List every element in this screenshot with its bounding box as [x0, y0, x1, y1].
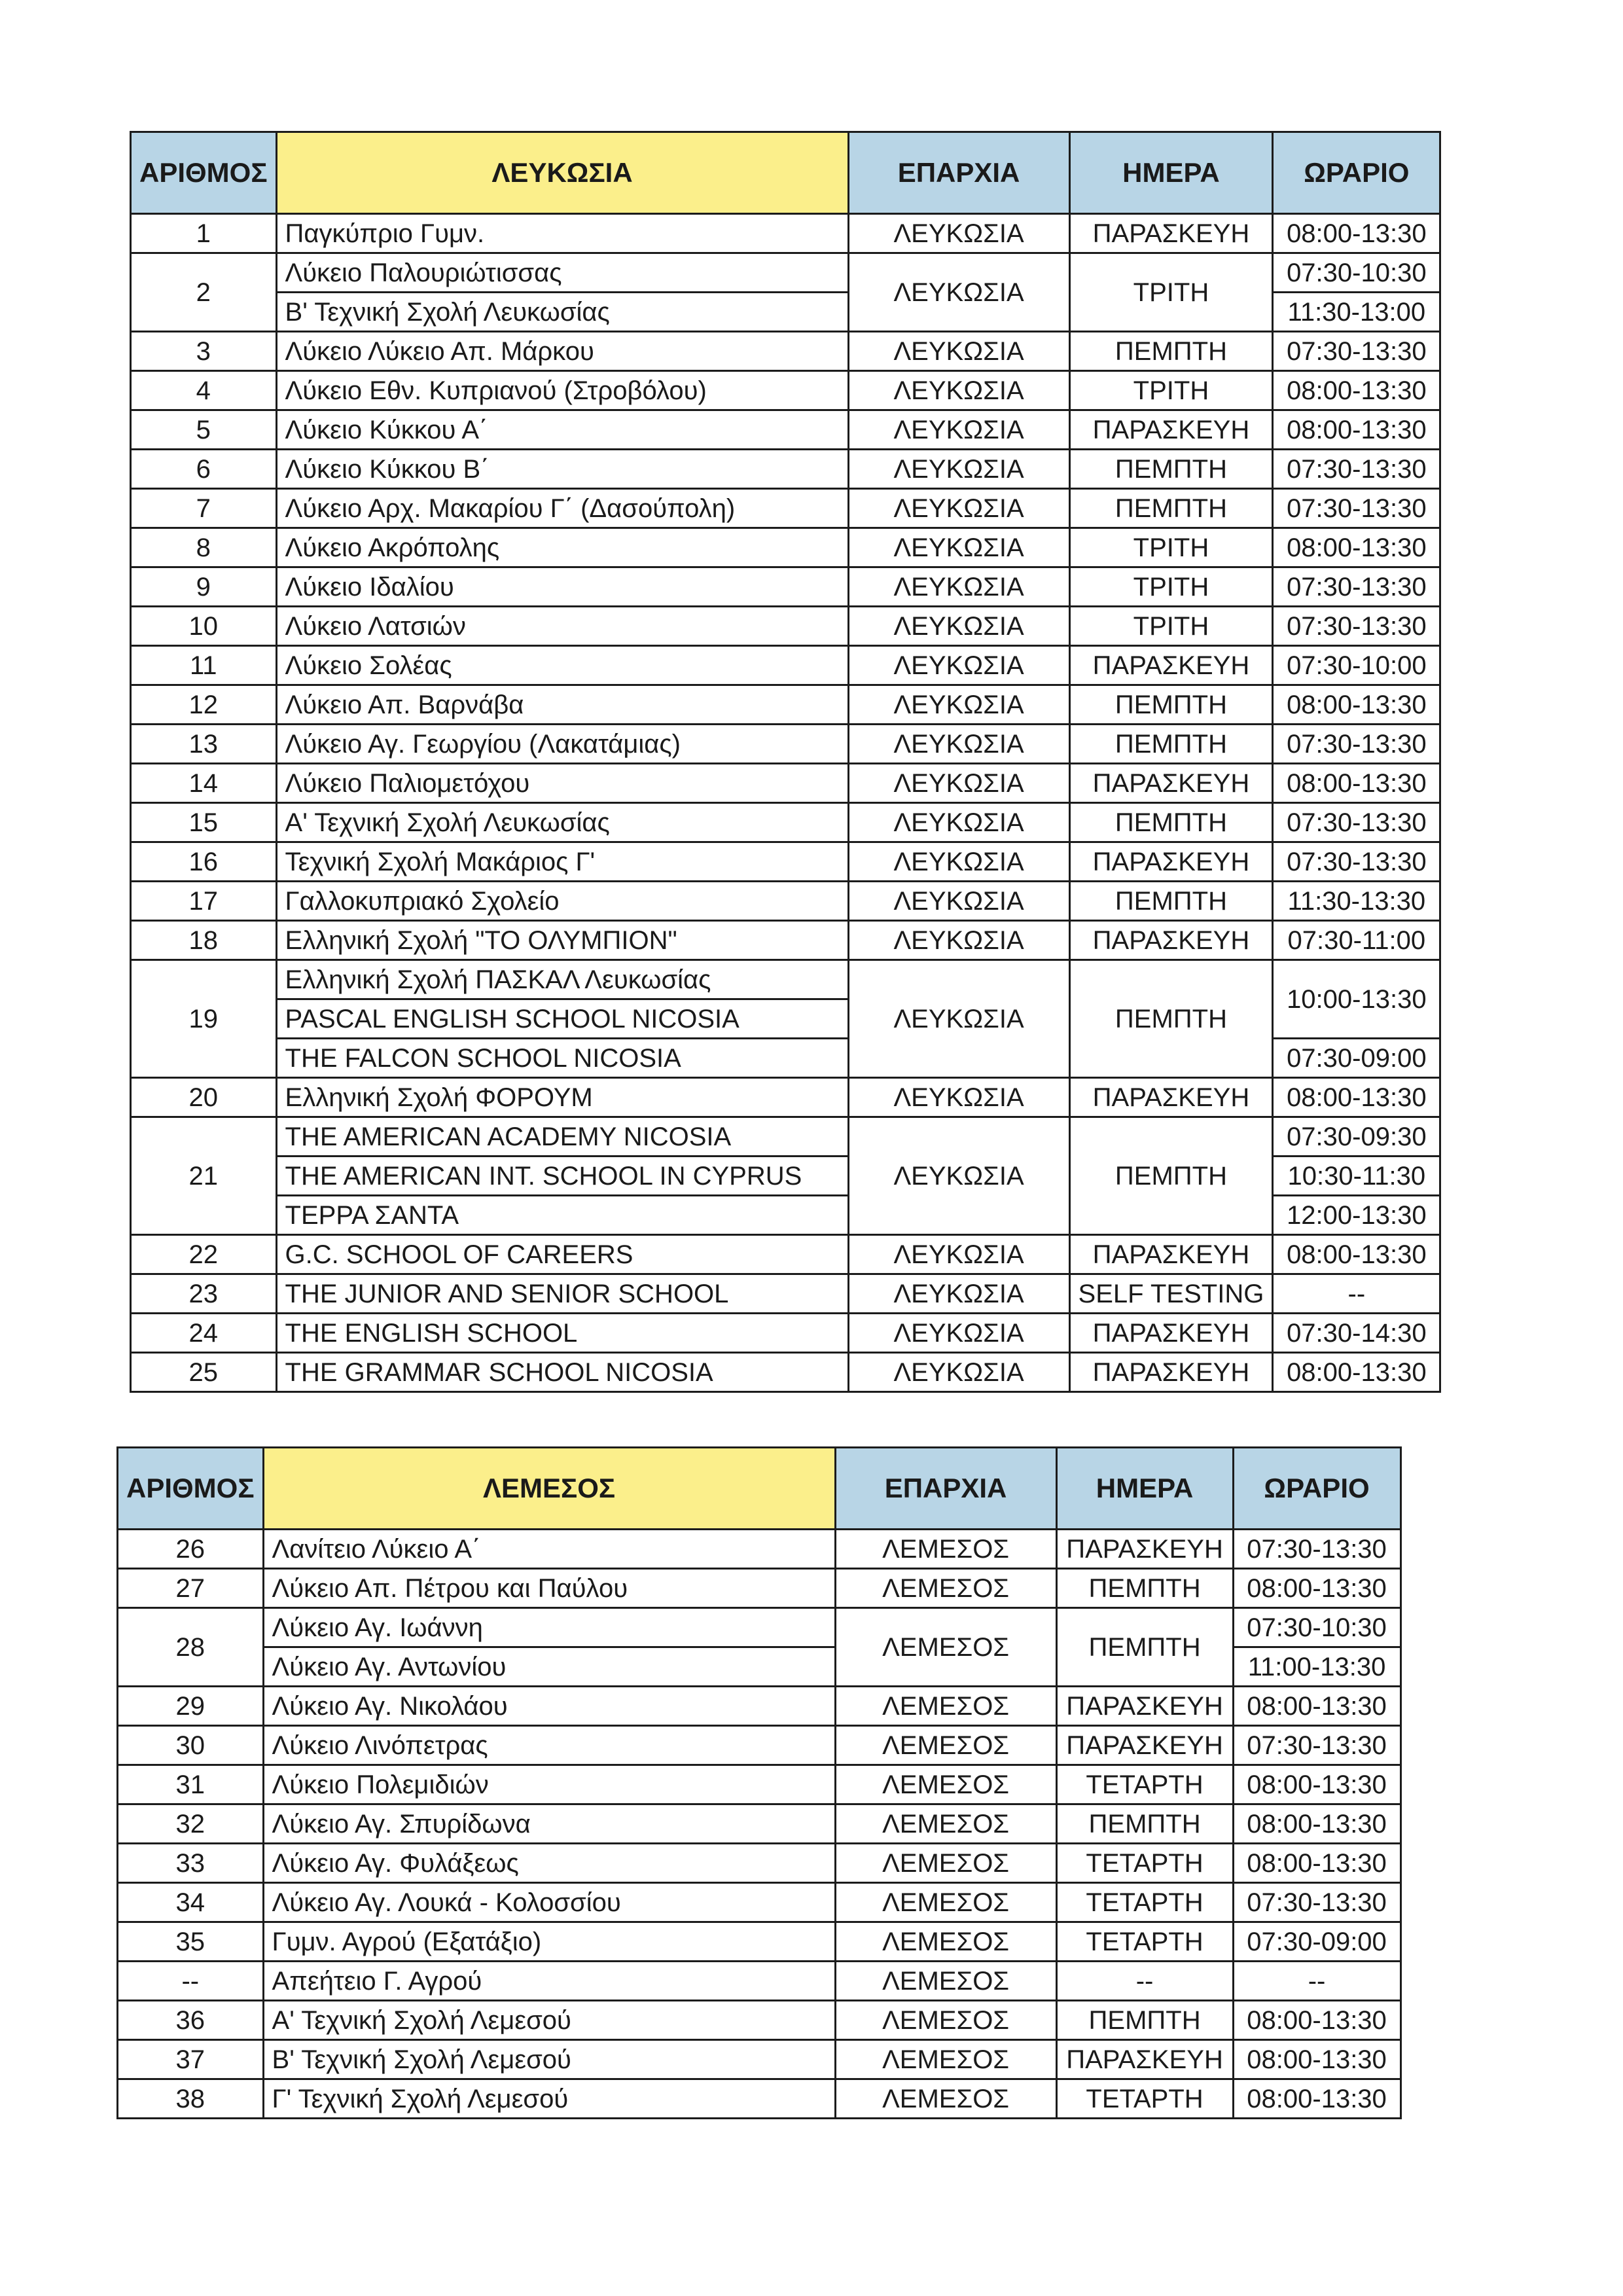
- day-cell: ΠΕΜΠΤΗ: [1069, 803, 1273, 842]
- district-cell: ΛΕΥΚΩΣΙΑ: [848, 528, 1069, 567]
- school-name: Παγκύπριο Γυμν.: [276, 214, 848, 253]
- hours-cell: 11:30-13:30: [1273, 882, 1440, 921]
- row-number: 7: [131, 489, 277, 528]
- day-cell: ΠΑΡΑΣΚΕΥΗ: [1069, 1235, 1273, 1274]
- hours-cell: 08:00-13:30: [1273, 528, 1440, 567]
- school-name: THE GRAMMAR SCHOOL NICOSIA: [276, 1353, 848, 1392]
- hours-cell: 10:00-13:30: [1273, 960, 1440, 1039]
- school-name: Γυμν. Αγρού (Εξατάξιο): [263, 1922, 835, 1962]
- school-name: THE AMERICAN ACADEMY NICOSIA: [276, 1117, 848, 1157]
- hours-cell: 08:00-13:30: [1273, 214, 1440, 253]
- row-number: 18: [131, 921, 277, 960]
- row-number: --: [118, 1962, 264, 2001]
- day-cell: ΤΕΤΑΡΤΗ: [1056, 1844, 1233, 1883]
- table-row: [118, 1687, 1401, 1726]
- table-row: [131, 1117, 1440, 1157]
- hours-cell: --: [1233, 1962, 1400, 2001]
- district-cell: ΛΕΥΚΩΣΙΑ: [848, 882, 1069, 921]
- district-cell: ΛΕΜΕΣΟΣ: [835, 1844, 1056, 1883]
- district-cell: ΛΕΥΚΩΣΙΑ: [848, 214, 1069, 253]
- row-number: 30: [118, 1726, 264, 1765]
- hours-cell: 08:00-13:30: [1233, 1844, 1400, 1883]
- day-cell: ΠΕΜΠΤΗ: [1056, 1608, 1233, 1687]
- hours-cell: 07:30-13:30: [1273, 450, 1440, 489]
- school-name: THE ENGLISH SCHOOL: [276, 1314, 848, 1353]
- row-number: 11: [131, 646, 277, 685]
- row-number: 1: [131, 214, 277, 253]
- day-cell: SELF TESTING: [1069, 1274, 1273, 1314]
- nicosia-rows: [131, 214, 1440, 1392]
- school-name: Λύκειο Απ. Βαρνάβα: [276, 685, 848, 725]
- row-number: 16: [131, 842, 277, 882]
- hours-cell: 12:00-13:30: [1273, 1196, 1440, 1235]
- day-cell: ΤΕΤΑΡΤΗ: [1056, 1765, 1233, 1804]
- row-number: 26: [118, 1530, 264, 1569]
- hours-cell: 07:30-10:30: [1233, 1608, 1400, 1647]
- row-number: 3: [131, 332, 277, 371]
- row-number: 27: [118, 1569, 264, 1608]
- row-number: 23: [131, 1274, 277, 1314]
- district-cell: ΛΕΥΚΩΣΙΑ: [848, 450, 1069, 489]
- header-region: ΛΕΥΚΩΣΙΑ: [276, 132, 848, 214]
- district-cell: ΛΕΜΕΣΟΣ: [835, 1765, 1056, 1804]
- table-row: [118, 1883, 1401, 1922]
- district-cell: ΛΕΥΚΩΣΙΑ: [848, 646, 1069, 685]
- school-name: Τεχνική Σχολή Μακάριος Γ': [276, 842, 848, 882]
- table-row: [131, 1353, 1440, 1392]
- day-cell: ΠΑΡΑΣΚΕΥΗ: [1069, 214, 1273, 253]
- hours-cell: 07:30-11:00: [1273, 921, 1440, 960]
- hours-cell: 07:30-13:30: [1273, 842, 1440, 882]
- school-name: Λύκειο Παλιομετόχου: [276, 764, 848, 803]
- table-row: [118, 1569, 1401, 1608]
- school-name: Λύκειο Παλουριώτισσας: [276, 253, 848, 293]
- hours-cell: 11:30-13:00: [1273, 293, 1440, 332]
- header-row: [118, 1448, 1401, 1530]
- table-row: [131, 332, 1440, 371]
- table-row: [131, 253, 1440, 293]
- school-name: THE FALCON SCHOOL NICOSIA: [276, 1039, 848, 1078]
- row-number: 17: [131, 882, 277, 921]
- row-number: 34: [118, 1883, 264, 1922]
- school-name: THE JUNIOR AND SENIOR SCHOOL: [276, 1274, 848, 1314]
- table-row: [118, 1962, 1401, 2001]
- hours-cell: 07:30-10:00: [1273, 646, 1440, 685]
- hours-cell: 08:00-13:30: [1273, 685, 1440, 725]
- row-number: 6: [131, 450, 277, 489]
- header-number: ΑΡΙΘΜΟΣ: [118, 1448, 264, 1530]
- hours-cell: 07:30-13:30: [1273, 803, 1440, 842]
- district-cell: ΛΕΜΕΣΟΣ: [835, 1569, 1056, 1608]
- day-cell: ΠΑΡΑΣΚΕΥΗ: [1069, 764, 1273, 803]
- table-row: [131, 646, 1440, 685]
- table-row: [131, 1314, 1440, 1353]
- day-cell: ΠΕΜΠΤΗ: [1069, 450, 1273, 489]
- district-cell: ΛΕΥΚΩΣΙΑ: [848, 725, 1069, 764]
- school-name: Λύκειο Απ. Πέτρου και Παύλου: [263, 1569, 835, 1608]
- hours-cell: 08:00-13:30: [1233, 2001, 1400, 2040]
- day-cell: ΤΡΙΤΗ: [1069, 253, 1273, 332]
- table-row: [118, 2079, 1401, 2119]
- hours-cell: 08:00-13:30: [1233, 1687, 1400, 1726]
- school-name: PASCAL ENGLISH SCHOOL NICOSIA: [276, 999, 848, 1039]
- row-number: 21: [131, 1117, 277, 1235]
- table-row: [118, 1804, 1401, 1844]
- table-row: [118, 2001, 1401, 2040]
- school-name: Λύκειο Αγ. Νικολάου: [263, 1687, 835, 1726]
- day-cell: ΠΑΡΑΣΚΕΥΗ: [1069, 1353, 1273, 1392]
- school-name: G.C. SCHOOL OF CAREERS: [276, 1235, 848, 1274]
- district-cell: ΛΕΜΕΣΟΣ: [835, 2040, 1056, 2079]
- table-row: [118, 1530, 1401, 1569]
- district-cell: ΛΕΥΚΩΣΙΑ: [848, 332, 1069, 371]
- school-name: Λύκειο Ακρόπολης: [276, 528, 848, 567]
- school-name: Γ' Τεχνική Σχολή Λεμεσού: [263, 2079, 835, 2119]
- school-name: Α' Τεχνική Σχολή Λευκωσίας: [276, 803, 848, 842]
- school-name: Λύκειο Αγ. Αντωνίου: [263, 1647, 835, 1687]
- day-cell: ΤΡΙΤΗ: [1069, 607, 1273, 646]
- day-cell: ΠΑΡΑΣΚΕΥΗ: [1069, 1078, 1273, 1117]
- district-cell: ΛΕΥΚΩΣΙΑ: [848, 803, 1069, 842]
- row-number: 33: [118, 1844, 264, 1883]
- hours-cell: 07:30-13:30: [1273, 607, 1440, 646]
- day-cell: ΠΑΡΑΣΚΕΥΗ: [1069, 646, 1273, 685]
- hours-cell: 07:30-13:30: [1273, 567, 1440, 607]
- header-day: ΗΜΕΡΑ: [1056, 1448, 1233, 1530]
- row-number: 14: [131, 764, 277, 803]
- header-number: ΑΡΙΘΜΟΣ: [131, 132, 277, 214]
- district-cell: ΛΕΜΕΣΟΣ: [835, 1883, 1056, 1922]
- table-row: [131, 410, 1440, 450]
- district-cell: ΛΕΥΚΩΣΙΑ: [848, 764, 1069, 803]
- district-cell: ΛΕΜΕΣΟΣ: [835, 1922, 1056, 1962]
- row-number: 15: [131, 803, 277, 842]
- day-cell: --: [1056, 1962, 1233, 2001]
- row-number: 24: [131, 1314, 277, 1353]
- day-cell: ΤΕΤΑΡΤΗ: [1056, 2079, 1233, 2119]
- row-number: 12: [131, 685, 277, 725]
- table-row: [131, 567, 1440, 607]
- district-cell: ΛΕΥΚΩΣΙΑ: [848, 1078, 1069, 1117]
- hours-cell: 08:00-13:30: [1273, 410, 1440, 450]
- district-cell: ΛΕΥΚΩΣΙΑ: [848, 842, 1069, 882]
- table-row: [131, 764, 1440, 803]
- hours-cell: 08:00-13:30: [1273, 371, 1440, 410]
- limassol-schedule-table: [116, 1446, 1402, 2119]
- table-row: [118, 1608, 1401, 1647]
- table-row: [131, 960, 1440, 999]
- day-cell: ΠΕΜΠΤΗ: [1056, 1804, 1233, 1844]
- school-name: Ελληνική Σχολή "ΤΟ ΟΛΥΜΠΙΟΝ": [276, 921, 848, 960]
- table-row: [131, 214, 1440, 253]
- day-cell: ΠΕΜΠΤΗ: [1069, 882, 1273, 921]
- row-number: 35: [118, 1922, 264, 1962]
- table-row: [118, 1726, 1401, 1765]
- school-name: Ελληνική Σχολή ΠΑΣΚΑΛ Λευκωσίας: [276, 960, 848, 999]
- row-number: 37: [118, 2040, 264, 2079]
- school-name: Α' Τεχνική Σχολή Λεμεσού: [263, 2001, 835, 2040]
- row-number: 28: [118, 1608, 264, 1687]
- hours-cell: 11:00-13:30: [1233, 1647, 1400, 1687]
- school-name: Λύκειο Αρχ. Μακαρίου Γ΄ (Δασούπολη): [276, 489, 848, 528]
- day-cell: ΠΕΜΠΤΗ: [1069, 1117, 1273, 1235]
- district-cell: ΛΕΜΕΣΟΣ: [835, 2001, 1056, 2040]
- school-name: Απεήτειο Γ. Αγρού: [263, 1962, 835, 2001]
- hours-cell: 08:00-13:30: [1273, 1235, 1440, 1274]
- header-row: [131, 132, 1440, 214]
- row-number: 38: [118, 2079, 264, 2119]
- district-cell: ΛΕΜΕΣΟΣ: [835, 2079, 1056, 2119]
- district-cell: ΛΕΥΚΩΣΙΑ: [848, 253, 1069, 332]
- day-cell: ΠΑΡΑΣΚΕΥΗ: [1069, 410, 1273, 450]
- school-name: Λύκειο Λινόπετρας: [263, 1726, 835, 1765]
- school-name: ΤΕΡΡΑ ΣΑΝΤΑ: [276, 1196, 848, 1235]
- row-number: 31: [118, 1765, 264, 1804]
- school-name: Λύκειο Αγ. Σπυρίδωνα: [263, 1804, 835, 1844]
- district-cell: ΛΕΥΚΩΣΙΑ: [848, 921, 1069, 960]
- district-cell: ΛΕΥΚΩΣΙΑ: [848, 371, 1069, 410]
- hours-cell: 07:30-13:30: [1273, 332, 1440, 371]
- district-cell: ΛΕΥΚΩΣΙΑ: [848, 567, 1069, 607]
- school-name: THE AMERICAN INT. SCHOOL IN CYPRUS: [276, 1157, 848, 1196]
- district-cell: ΛΕΥΚΩΣΙΑ: [848, 1117, 1069, 1235]
- day-cell: ΤΕΤΑΡΤΗ: [1056, 1922, 1233, 1962]
- hours-cell: 08:00-13:30: [1233, 2040, 1400, 2079]
- school-name: Ελληνική Σχολή ΦΟΡΟΥΜ: [276, 1078, 848, 1117]
- hours-cell: 07:30-13:30: [1233, 1883, 1400, 1922]
- district-cell: ΛΕΥΚΩΣΙΑ: [848, 489, 1069, 528]
- row-number: 20: [131, 1078, 277, 1117]
- hours-cell: 07:30-09:00: [1233, 1922, 1400, 1962]
- day-cell: ΠΑΡΑΣΚΕΥΗ: [1069, 1314, 1273, 1353]
- day-cell: ΤΡΙΤΗ: [1069, 371, 1273, 410]
- hours-cell: 08:00-13:30: [1233, 1569, 1400, 1608]
- table-row: [131, 607, 1440, 646]
- hours-cell: 10:30-11:30: [1273, 1157, 1440, 1196]
- row-number: 36: [118, 2001, 264, 2040]
- day-cell: ΤΡΙΤΗ: [1069, 528, 1273, 567]
- school-name: Λύκειο Λύκειο Απ. Μάρκου: [276, 332, 848, 371]
- hours-cell: 07:30-09:30: [1273, 1117, 1440, 1157]
- day-cell: ΠΑΡΑΣΚΕΥΗ: [1069, 842, 1273, 882]
- district-cell: ΛΕΥΚΩΣΙΑ: [848, 685, 1069, 725]
- district-cell: ΛΕΜΕΣΟΣ: [835, 1726, 1056, 1765]
- table-row: [131, 921, 1440, 960]
- hours-cell: 07:30-13:30: [1233, 1530, 1400, 1569]
- school-name: Λύκειο Αγ. Φυλάξεως: [263, 1844, 835, 1883]
- row-number: 22: [131, 1235, 277, 1274]
- table-row: [131, 371, 1440, 410]
- day-cell: ΠΕΜΠΤΗ: [1069, 685, 1273, 725]
- table-row: [131, 1235, 1440, 1274]
- row-number: 29: [118, 1687, 264, 1726]
- district-cell: ΛΕΥΚΩΣΙΑ: [848, 410, 1069, 450]
- table-row: [118, 1765, 1401, 1804]
- district-cell: ΛΕΜΕΣΟΣ: [835, 1608, 1056, 1687]
- table-row: [131, 725, 1440, 764]
- table-row: [118, 2040, 1401, 2079]
- day-cell: ΠΑΡΑΣΚΕΥΗ: [1069, 921, 1273, 960]
- district-cell: ΛΕΥΚΩΣΙΑ: [848, 1353, 1069, 1392]
- day-cell: ΠΕΜΠΤΗ: [1069, 489, 1273, 528]
- hours-cell: --: [1273, 1274, 1440, 1314]
- district-cell: ΛΕΥΚΩΣΙΑ: [848, 1314, 1069, 1353]
- school-name: Λύκειο Αγ. Γεωργίου (Λακατάμιας): [276, 725, 848, 764]
- district-cell: ΛΕΜΕΣΟΣ: [835, 1962, 1056, 2001]
- hours-cell: 08:00-13:30: [1233, 1804, 1400, 1844]
- table-row: [131, 882, 1440, 921]
- table-row: [131, 803, 1440, 842]
- school-name: Λύκειο Κύκκου Β΄: [276, 450, 848, 489]
- nicosia-schedule-table: [130, 131, 1441, 1393]
- row-number: 13: [131, 725, 277, 764]
- day-cell: ΠΑΡΑΣΚΕΥΗ: [1056, 1726, 1233, 1765]
- header-district: ΕΠΑΡΧΙΑ: [835, 1448, 1056, 1530]
- hours-cell: 07:30-09:00: [1273, 1039, 1440, 1078]
- school-name: Λύκειο Κύκκου Α΄: [276, 410, 848, 450]
- hours-cell: 08:00-13:30: [1273, 764, 1440, 803]
- header-district: ΕΠΑΡΧΙΑ: [848, 132, 1069, 214]
- hours-cell: 08:00-13:30: [1273, 1353, 1440, 1392]
- table-row: [131, 685, 1440, 725]
- school-name: Λύκειο Λατσιών: [276, 607, 848, 646]
- row-number: 2: [131, 253, 277, 332]
- day-cell: ΠΑΡΑΣΚΕΥΗ: [1056, 1530, 1233, 1569]
- row-number: 9: [131, 567, 277, 607]
- day-cell: ΠΑΡΑΣΚΕΥΗ: [1056, 2040, 1233, 2079]
- hours-cell: 07:30-14:30: [1273, 1314, 1440, 1353]
- day-cell: ΠΕΜΠΤΗ: [1069, 725, 1273, 764]
- row-number: 32: [118, 1804, 264, 1844]
- header-hours: ΩΡΑΡΙΟ: [1233, 1448, 1400, 1530]
- day-cell: ΠΕΜΠΤΗ: [1056, 1569, 1233, 1608]
- header-hours: ΩΡΑΡΙΟ: [1273, 132, 1440, 214]
- row-number: 4: [131, 371, 277, 410]
- district-cell: ΛΕΜΕΣΟΣ: [835, 1687, 1056, 1726]
- table-row: [118, 1922, 1401, 1962]
- day-cell: ΠΕΜΠΤΗ: [1069, 332, 1273, 371]
- day-cell: ΠΕΜΠΤΗ: [1069, 960, 1273, 1078]
- day-cell: ΤΡΙΤΗ: [1069, 567, 1273, 607]
- school-name: Γαλλοκυπριακό Σχολείο: [276, 882, 848, 921]
- limassol-rows: [118, 1530, 1401, 2119]
- hours-cell: 08:00-13:30: [1273, 1078, 1440, 1117]
- day-cell: ΠΑΡΑΣΚΕΥΗ: [1056, 1687, 1233, 1726]
- header-region: ΛΕΜΕΣΟΣ: [263, 1448, 835, 1530]
- school-name: Λύκειο Ιδαλίου: [276, 567, 848, 607]
- table-row: [131, 528, 1440, 567]
- school-name: Λανίτειο Λύκειο Α΄: [263, 1530, 835, 1569]
- district-cell: ΛΕΜΕΣΟΣ: [835, 1530, 1056, 1569]
- table-row: [131, 842, 1440, 882]
- day-cell: ΤΕΤΑΡΤΗ: [1056, 1883, 1233, 1922]
- hours-cell: 07:30-13:30: [1233, 1726, 1400, 1765]
- table-row: [131, 489, 1440, 528]
- school-name: Λύκειο Αγ. Λουκά - Κολοσσίου: [263, 1883, 835, 1922]
- row-number: 8: [131, 528, 277, 567]
- hours-cell: 07:30-13:30: [1273, 489, 1440, 528]
- row-number: 19: [131, 960, 277, 1078]
- school-name: Β' Τεχνική Σχολή Λεμεσού: [263, 2040, 835, 2079]
- hours-cell: 08:00-13:30: [1233, 1765, 1400, 1804]
- table-row: [131, 1274, 1440, 1314]
- table-row: [131, 1078, 1440, 1117]
- district-cell: ΛΕΥΚΩΣΙΑ: [848, 960, 1069, 1078]
- school-name: Λύκειο Πολεμιδιών: [263, 1765, 835, 1804]
- district-cell: ΛΕΥΚΩΣΙΑ: [848, 1274, 1069, 1314]
- table-row: [131, 450, 1440, 489]
- row-number: 10: [131, 607, 277, 646]
- row-number: 25: [131, 1353, 277, 1392]
- district-cell: ΛΕΥΚΩΣΙΑ: [848, 1235, 1069, 1274]
- school-name: Λύκειο Εθν. Κυπριανού (Στροβόλου): [276, 371, 848, 410]
- school-name: Λύκειο Σολέας: [276, 646, 848, 685]
- school-name: Λύκειο Αγ. Ιωάννη: [263, 1608, 835, 1647]
- hours-cell: 07:30-13:30: [1273, 725, 1440, 764]
- day-cell: ΠΕΜΠΤΗ: [1056, 2001, 1233, 2040]
- district-cell: ΛΕΜΕΣΟΣ: [835, 1804, 1056, 1844]
- school-name: Β' Τεχνική Σχολή Λευκωσίας: [276, 293, 848, 332]
- hours-cell: 07:30-10:30: [1273, 253, 1440, 293]
- table-row: [118, 1844, 1401, 1883]
- header-day: ΗΜΕΡΑ: [1069, 132, 1273, 214]
- row-number: 5: [131, 410, 277, 450]
- hours-cell: 08:00-13:30: [1233, 2079, 1400, 2119]
- district-cell: ΛΕΥΚΩΣΙΑ: [848, 607, 1069, 646]
